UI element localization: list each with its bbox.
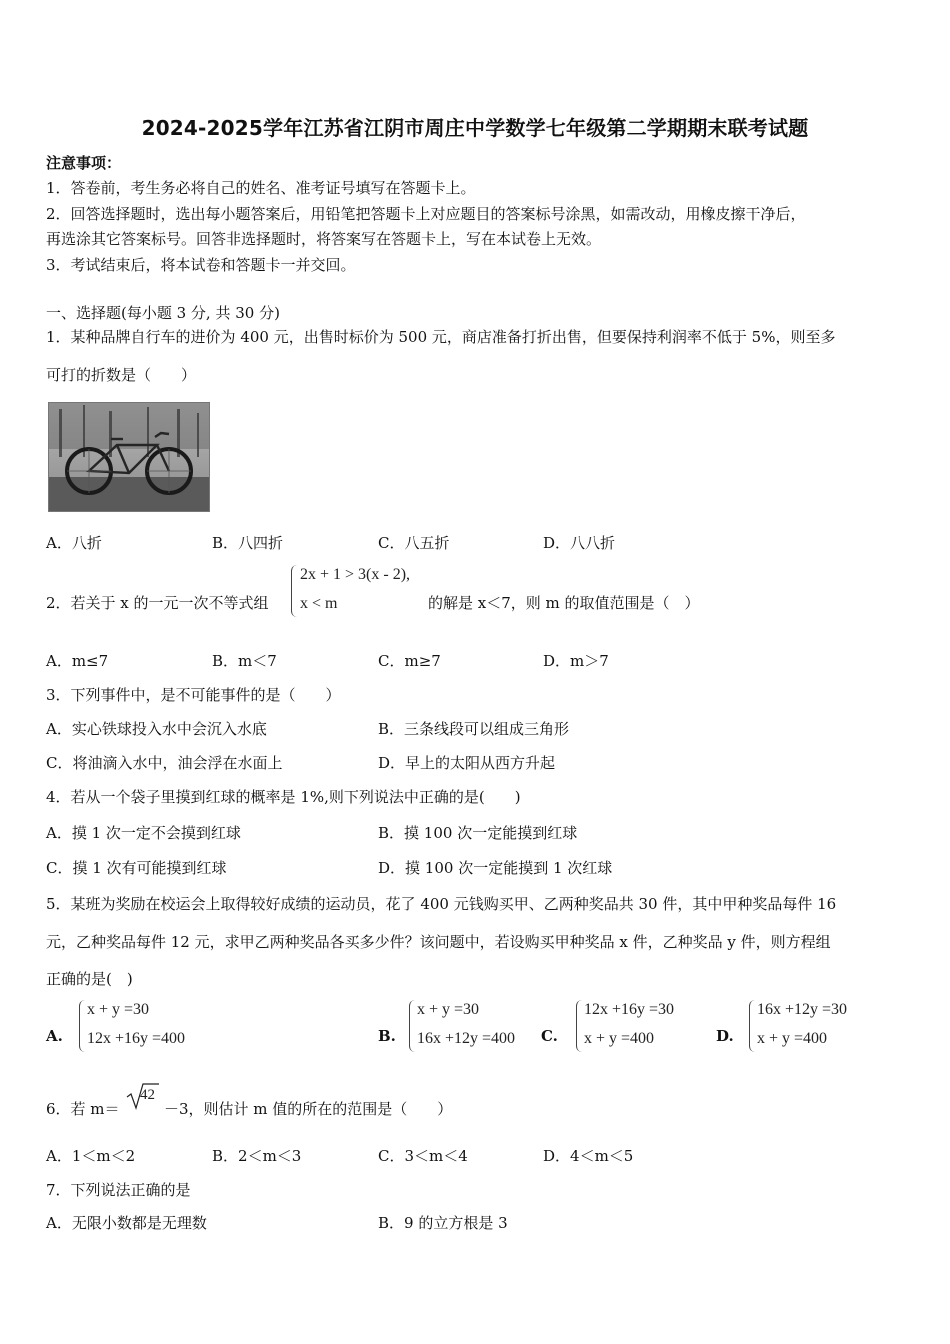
note-item-3: 3．考试结束后，将本试卷和答题卡一并交回。 <box>46 256 356 274</box>
q5-option-a-brace <box>79 1000 86 1052</box>
q3-option-a[interactable]: A．实心铁球投入水中会沉入水底 <box>46 720 267 738</box>
q2-option-b[interactable]: B．m＜7 <box>212 652 277 670</box>
q5-option-d-eq2: x + y =400 <box>757 1030 828 1047</box>
q6-stem-prefix: 6．若 m＝ <box>46 1100 120 1118</box>
q3-stem: 3．下列事件中，是不可能事件的是（ ） <box>46 686 341 704</box>
q2-system-brace <box>291 565 298 617</box>
q1-option-a[interactable]: A．八折 <box>46 534 102 552</box>
q5-option-c-label[interactable]: C. <box>541 1027 558 1045</box>
q5-stem-line1: 5．某班为奖励在校运会上取得较好成绩的运动员，花了 400 元钱购买甲、乙两种奖品共 30 件，其中甲种奖品每件 16 <box>46 895 837 913</box>
q7-stem: 7．下列说法正确的是 <box>46 1181 191 1199</box>
q3-option-c[interactable]: C．将油滴入水中，油会浮在水面上 <box>46 754 283 772</box>
q6-option-d[interactable]: D．4＜m＜5 <box>543 1147 634 1165</box>
q5-option-b-eq1: x + y =30 <box>417 1001 480 1018</box>
q1-stem-line1: 1．某种品牌自行车的进价为 400 元，出售时标价为 500 元，商店准备打折出售，但要保持利润率不低于 5%，则至多 <box>46 328 836 346</box>
q5-option-c-eq1: 12x +16y =30 <box>584 1001 675 1018</box>
q6-option-a[interactable]: A．1＜m＜2 <box>46 1147 136 1165</box>
q5-option-a-label[interactable]: A. <box>46 1027 63 1045</box>
q2-option-c[interactable]: C．m≥7 <box>378 652 441 670</box>
q4-option-a[interactable]: A．摸 1 次一定不会摸到红球 <box>46 824 241 842</box>
q2-eq2: x < m <box>300 595 338 612</box>
notes-heading: 注意事项： <box>46 154 122 172</box>
exam-title: 2024-2025学年江苏省江阴市周庄中学数学七年级第二学期期末联考试题 <box>141 116 809 140</box>
note-item-2-cont: 再选涂其它答案标号。回答非选择题时，将答案写在答题卡上，写在本试卷上无效。 <box>46 230 602 248</box>
q1-option-c[interactable]: C．八五折 <box>378 534 450 552</box>
q7-option-b[interactable]: B．9 的立方根是 3 <box>378 1214 508 1232</box>
q4-option-d[interactable]: D．摸 100 次一定能摸到 1 次红球 <box>378 859 613 877</box>
q5-option-b-eq2: 16x +12y =400 <box>417 1030 516 1047</box>
q2-option-d[interactable]: D．m＞7 <box>543 652 609 670</box>
q4-stem: 4．若从一个袋子里摸到红球的概率是 1%,则下列说法中正确的是( ) <box>46 788 521 806</box>
q6-stem-suffix: －3，则估计 m 值的所在的范围是（ ） <box>164 1100 453 1118</box>
bicycle-illustration <box>49 403 209 511</box>
q5-option-a-eq2: 12x +16y =400 <box>87 1030 186 1047</box>
q4-option-c[interactable]: C．摸 1 次有可能摸到红球 <box>46 859 227 877</box>
q6-option-b[interactable]: B．2＜m＜3 <box>212 1147 302 1165</box>
q5-option-b-label[interactable]: B. <box>378 1027 396 1045</box>
q5-option-c-eq2: x + y =400 <box>584 1030 655 1047</box>
q2-stem-prefix: 2．若关于 x 的一元一次不等式组 <box>46 594 269 612</box>
q3-option-d[interactable]: D．早上的太阳从西方升起 <box>378 754 556 772</box>
q2-option-a[interactable]: A．m≤7 <box>46 652 109 670</box>
q1-option-b[interactable]: B．八四折 <box>212 534 284 552</box>
note-item-1: 1．答卷前，考生务必将自己的姓名、准考证号填写在答题卡上。 <box>46 179 476 197</box>
q5-option-b-brace <box>409 1000 416 1052</box>
bicycle-photo <box>48 402 210 512</box>
q5-stem-line2: 元，乙种奖品每件 12 元，求甲乙两种奖品各买多少件？该问题中，若设购买甲种奖品 x 件，乙种奖品 y 件，则方程组 <box>46 933 831 951</box>
q5-option-d-label[interactable]: D. <box>716 1027 734 1045</box>
q3-option-b[interactable]: B．三条线段可以组成三角形 <box>378 720 570 738</box>
q7-option-a[interactable]: A．无限小数都是无理数 <box>46 1214 207 1232</box>
q1-stem-line2: 可打的折数是（ ） <box>46 366 197 384</box>
q5-option-c-brace <box>576 1000 583 1052</box>
section-heading: 一、选择题(每小题 3 分, 共 30 分) <box>46 304 280 322</box>
q2-stem-suffix: 的解是 x＜7，则 m 的取值范围是（ ） <box>428 594 700 612</box>
q6-radicand: 42 <box>140 1087 155 1103</box>
note-item-2: 2．回答选择题时，选出每小题答案后，用铅笔把答题卡上对应题目的答案标号涂黑，如需改动，用橡皮擦干净后， <box>46 205 806 223</box>
q5-option-d-brace <box>749 1000 756 1052</box>
q1-option-d[interactable]: D．八八折 <box>543 534 616 552</box>
q4-option-b[interactable]: B．摸 100 次一定能摸到红球 <box>378 824 578 842</box>
q5-option-a-eq1: x + y =30 <box>87 1001 150 1018</box>
q5-option-d-eq1: 16x +12y =30 <box>757 1001 848 1018</box>
q6-option-c[interactable]: C．3＜m＜4 <box>378 1147 468 1165</box>
q5-stem-line3: 正确的是( ) <box>46 970 133 988</box>
q2-eq1: 2x + 1 > 3(x - 2), <box>300 566 411 583</box>
